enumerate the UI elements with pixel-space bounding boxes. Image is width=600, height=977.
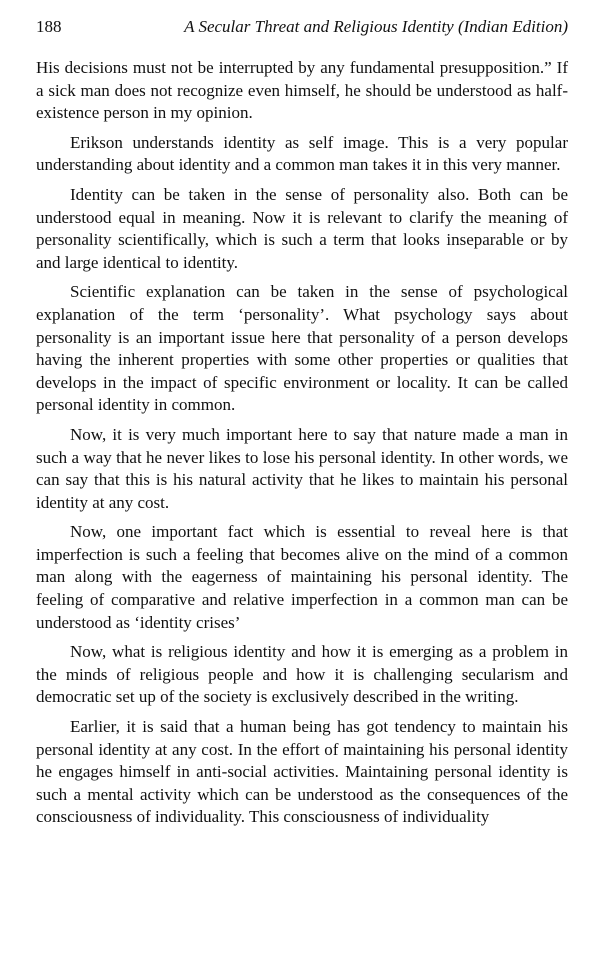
page-header	[36, 16, 568, 38]
paragraph-5: Now, it is very much important here to say that nature made a man in such a way that he never likes to lose his personal identity. In other words, we can say that this is his natural activity that he likes to maintain his personal identity at any cost.	[36, 424, 568, 512]
paragraph-1: His decisions must not be interrupted by any fundamental presupposition.” If a sick man does not recognize even himself, he should be understood as half-existence person in my opinion.	[36, 58, 568, 123]
page-number: 188	[36, 17, 62, 36]
paragraph-7: Now, what is religious identity and how it is emerging as a problem in the minds of religious people and how it is challenging secularism and democratic set up of the society is exclusively described in the writing.	[36, 642, 568, 707]
running-title: A Secular Threat and Religious Identity (Indian Edition)	[184, 17, 568, 36]
body-text	[36, 57, 568, 829]
paragraph-4: Scientific explanation can be taken in the sense of psychological explanation of the term ‘personality’. What psychology says about personality is an important issue here that personality of a person develops having the inherent properties with some other properties or qualities that develops in the impact of specific environment or locality. It can be called personal identity in common.	[36, 282, 568, 415]
paragraph-3: Identity can be taken in the sense of personality also. Both can be understood equal in meaning. Now it is relevant to clarify the meaning of personality scientifically, which is such a term that looks inseparable or by and large identical to identity.	[36, 184, 568, 272]
paragraph-6: Now, one important fact which is essential to reveal here is that imperfection is such a feeling that becomes alive on the mind of a common man along with the eagerness of maintaining his personal identity. The feeling of comparative and relative imperfection in a common man can be understood as ‘identity crises’	[36, 522, 568, 632]
paragraph-2: Erikson understands identity as self image. This is a very popular understanding about identity and a common man takes it in this very manner.	[36, 132, 568, 175]
book-page	[36, 16, 568, 836]
paragraph-8: Earlier, it is said that a human being has got tendency to maintain his personal identity at any cost. In the effort of maintaining his personal identity he engages himself in anti-social activities. Maintaining personal identity is such a mental activity which can be understood as the consequences of the consciousness of individuality. This consciousness of individuality	[36, 717, 568, 827]
